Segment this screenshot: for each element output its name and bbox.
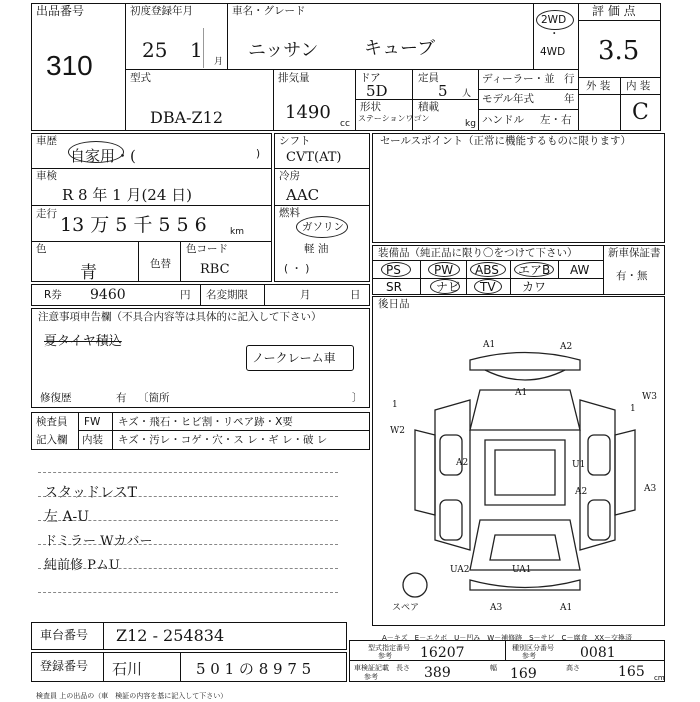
interior-label: 内 装 — [626, 80, 651, 92]
damage-mark: A1 — [515, 388, 528, 398]
car-model: キューブ — [364, 38, 436, 59]
name-grade-label: 車名・グレード — [232, 5, 306, 17]
divider — [505, 640, 506, 660]
model-label: 型式 — [130, 72, 151, 84]
divider — [138, 241, 139, 282]
inspector-note-1: スタッドレスT — [44, 485, 137, 501]
divider — [180, 652, 181, 682]
damage-mark: W2 — [390, 426, 405, 436]
dealer-value: 行 — [564, 73, 575, 85]
type-designation-value: 16207 — [420, 645, 465, 661]
car-name: ニッサン — [248, 40, 319, 61]
height-value: 165 — [618, 664, 645, 680]
repair-value: 有 — [116, 392, 127, 404]
eval-score: 3.5 — [598, 36, 640, 66]
divider — [578, 20, 661, 21]
deadline-label: 名変期限 — [206, 289, 248, 301]
fuel-other: ( ・ ) — [284, 263, 310, 275]
divider — [78, 412, 79, 450]
divider — [103, 622, 104, 650]
divider — [125, 69, 578, 70]
damage-mark: A2 — [456, 458, 469, 468]
aftermarket-label: 後日品 — [378, 298, 410, 310]
checker-label2: 記入欄 — [36, 434, 68, 446]
dimensions-sub: 参考 — [364, 673, 378, 681]
damage-mark: A1 — [483, 340, 496, 350]
height-label: 高さ — [566, 664, 580, 672]
registration-label: 登録番号 — [40, 659, 89, 673]
damage-mark: A2 — [560, 342, 573, 352]
capacity-value: 5 — [438, 82, 448, 100]
damage-mark: A3 — [644, 484, 657, 494]
shift-value: CVT(AT) — [286, 150, 342, 165]
color-change-label: 色替 — [150, 258, 171, 270]
month-unit: 月 — [214, 57, 224, 67]
fuel-gasoline: ガソリン — [302, 221, 344, 233]
note-line — [38, 472, 338, 473]
damage-mark: W3 — [642, 392, 657, 402]
checker-in: 内装 — [82, 434, 103, 446]
color-code-label: 色コード — [186, 243, 228, 255]
shift-label: シフト — [279, 135, 311, 147]
checker-row2: キズ・汚レ・コゲ・穴・ス レ・ギ レ・破 レ — [118, 434, 328, 446]
inspector-note-2: 左 A-U — [44, 509, 90, 525]
shape-value: ステーションワゴン — [358, 114, 430, 123]
equip-airbag: エアB — [518, 263, 551, 277]
drive-dot: ・ — [549, 28, 560, 40]
warranty-label: 新車保証書 — [608, 247, 661, 259]
exterior-label: 外 装 — [586, 80, 611, 92]
cm-unit: cm — [654, 674, 665, 682]
divider — [274, 168, 370, 169]
divider — [478, 69, 479, 131]
color-code-value: RBC — [200, 262, 230, 277]
divider — [112, 412, 113, 450]
divider — [273, 69, 274, 131]
divider — [31, 241, 272, 242]
divider — [478, 109, 578, 110]
damage-mark: 1 — [392, 400, 398, 410]
repair-label: 修復歴 — [40, 392, 72, 404]
chassis-label: 車台番号 — [40, 628, 89, 642]
notes-struck-text: 夏タイヤ積込 — [44, 334, 122, 349]
person-unit: 人 — [462, 89, 472, 99]
width-value: 169 — [510, 666, 537, 682]
year-unit: 年 — [564, 93, 575, 105]
history-label: 車歴 — [36, 135, 57, 147]
load-label: 積載 — [418, 101, 439, 113]
eval-label: 評 価 点 — [592, 4, 636, 18]
class-number-label: 種別区分番号 — [512, 644, 554, 652]
interior-grade: C — [632, 100, 649, 125]
divider — [78, 430, 370, 431]
type-designation-label: 型式指定番号 — [368, 644, 410, 652]
width-label: 幅 — [490, 664, 497, 672]
inspection-label: 車検 — [36, 170, 57, 182]
capacity-label: 定員 — [418, 72, 439, 84]
history-close: ) — [256, 148, 261, 160]
recycle-yen: 円 — [180, 289, 191, 301]
divider — [578, 94, 661, 95]
divider — [558, 260, 559, 278]
type-designation-sub: 参考 — [378, 652, 392, 660]
damage-mark: UA1 — [512, 565, 532, 575]
divider — [264, 284, 265, 306]
class-number-sub: 参考 — [522, 652, 536, 660]
first-reg-year: 25 — [142, 38, 168, 62]
lot-number-label: 出品番号 — [36, 4, 85, 18]
divider — [31, 205, 272, 206]
cc-unit: cc — [340, 119, 350, 129]
fuel-diesel: 軽 油 — [304, 243, 329, 255]
equip-navi: ナビ — [436, 280, 461, 294]
history-value: 自家用・( — [70, 147, 136, 165]
notes-label: 注意事項申告欄（不具合内容等は具体的に記入して下さい） — [38, 311, 322, 323]
warranty-value: 有・無 — [616, 270, 648, 282]
damage-mark: A2 — [575, 487, 588, 497]
divider — [578, 3, 579, 131]
damage-legend: A－キズ E－エクボ U－凹み W－補修跡 S－サビ C－腐食 XX－交換済 — [382, 634, 633, 642]
damage-mark: U1 — [572, 460, 586, 470]
shape-label: 形状 — [360, 101, 381, 113]
equip-ps: PS — [386, 263, 401, 277]
door-value: 5D — [366, 82, 388, 100]
divider — [349, 660, 665, 661]
equip-tv: TV — [480, 280, 496, 294]
repair-place: 〔箇所 — [138, 392, 170, 404]
divider — [372, 260, 603, 261]
equip-sr: SR — [386, 280, 402, 294]
divider — [31, 168, 272, 169]
divider — [227, 3, 228, 69]
first-reg-label: 初度登録年月 — [130, 5, 193, 17]
note-line — [38, 592, 338, 593]
sales-point-label: セールスポイント（正常に機能するものに限ります） — [380, 135, 632, 147]
divider — [620, 77, 621, 131]
damage-mark: UA2 — [450, 565, 470, 575]
length-label: 長さ — [396, 664, 410, 672]
drive-2wd: 2WD — [541, 14, 567, 26]
footer-text: 検査員 上の出品の（車 検証の内容を基に記入して下さい） — [36, 692, 228, 700]
equip-pw: PW — [434, 263, 454, 277]
chassis-value: Z12 - 254834 — [116, 626, 225, 645]
deadline-day: 日 — [350, 289, 361, 301]
ac-label: 冷房 — [279, 170, 300, 182]
equipment-label: 装備品（純正品に限り〇をつけて下さい） — [378, 247, 578, 259]
divider — [603, 245, 604, 295]
displacement-value: 1490 — [285, 102, 331, 123]
dimensions-label: 車検証記載 — [354, 664, 389, 672]
kg-unit: kg — [465, 119, 476, 129]
divider — [180, 241, 181, 282]
fuel-label: 燃料 — [279, 207, 300, 219]
first-reg-month: 1 — [190, 38, 203, 62]
mileage-label: 走行 — [36, 208, 57, 220]
divider — [274, 205, 370, 206]
displacement-label: 排気量 — [278, 72, 310, 84]
mileage-value: 13 万 5 千 5 5 6 — [60, 214, 207, 236]
equip-leather: カワ — [522, 280, 547, 294]
damage-mark: A3 — [490, 603, 503, 613]
divider — [355, 69, 356, 131]
divider — [355, 99, 478, 100]
divider — [533, 3, 534, 69]
color-value: 青 — [80, 263, 97, 283]
recycle-value: 9460 — [90, 287, 126, 303]
history-circle — [68, 141, 124, 163]
equip-aw: AW — [570, 263, 590, 277]
equip-abs: ABS — [475, 263, 499, 277]
mileage-unit: km — [230, 227, 244, 237]
model-value: DBA-Z12 — [150, 108, 224, 127]
divider — [478, 89, 578, 90]
damage-mark: 1 — [630, 404, 636, 414]
checker-fw: FW — [84, 416, 101, 428]
length-value: 389 — [424, 665, 451, 681]
inspector-note-4: 純前修 PムU — [44, 558, 120, 573]
divider — [203, 28, 204, 68]
model-year-label: モデル年式 — [482, 93, 534, 105]
handle-label: ハンドル — [482, 114, 524, 126]
ac-value: AAC — [286, 186, 320, 204]
sales-point-block — [372, 133, 665, 243]
lot-number: 310 — [46, 50, 93, 81]
registration-number: 5 0 1 の 8 9 7 5 — [196, 660, 312, 678]
drive-4wd: 4WD — [540, 46, 566, 58]
inspector-note-3: ドミラー Wカバー — [44, 534, 153, 549]
registration-place: 石川 — [112, 660, 143, 678]
checker-row1: キズ・飛石・ヒビ割・リペア跡・X要 — [118, 416, 293, 428]
inspection-value: R 8 年 1 月(24 日) — [62, 186, 193, 204]
handle-value: 左・右 — [540, 114, 572, 126]
class-number-value: 0081 — [580, 645, 616, 661]
door-label: ドア — [360, 72, 381, 84]
deadline-month: 月 — [300, 289, 311, 301]
damage-mark: A1 — [560, 603, 573, 613]
divider — [200, 284, 201, 306]
no-claim-text: ノークレーム車 — [252, 351, 336, 365]
recycle-label: R券 — [44, 289, 62, 301]
dealer-label: ディーラー・並 — [482, 73, 555, 85]
spare-label: スペア — [392, 603, 420, 613]
divider — [103, 652, 104, 682]
color-label: 色 — [36, 243, 47, 255]
repair-close: 〕 — [352, 392, 363, 404]
checker-label1: 検査員 — [36, 416, 68, 428]
divider — [125, 3, 126, 131]
